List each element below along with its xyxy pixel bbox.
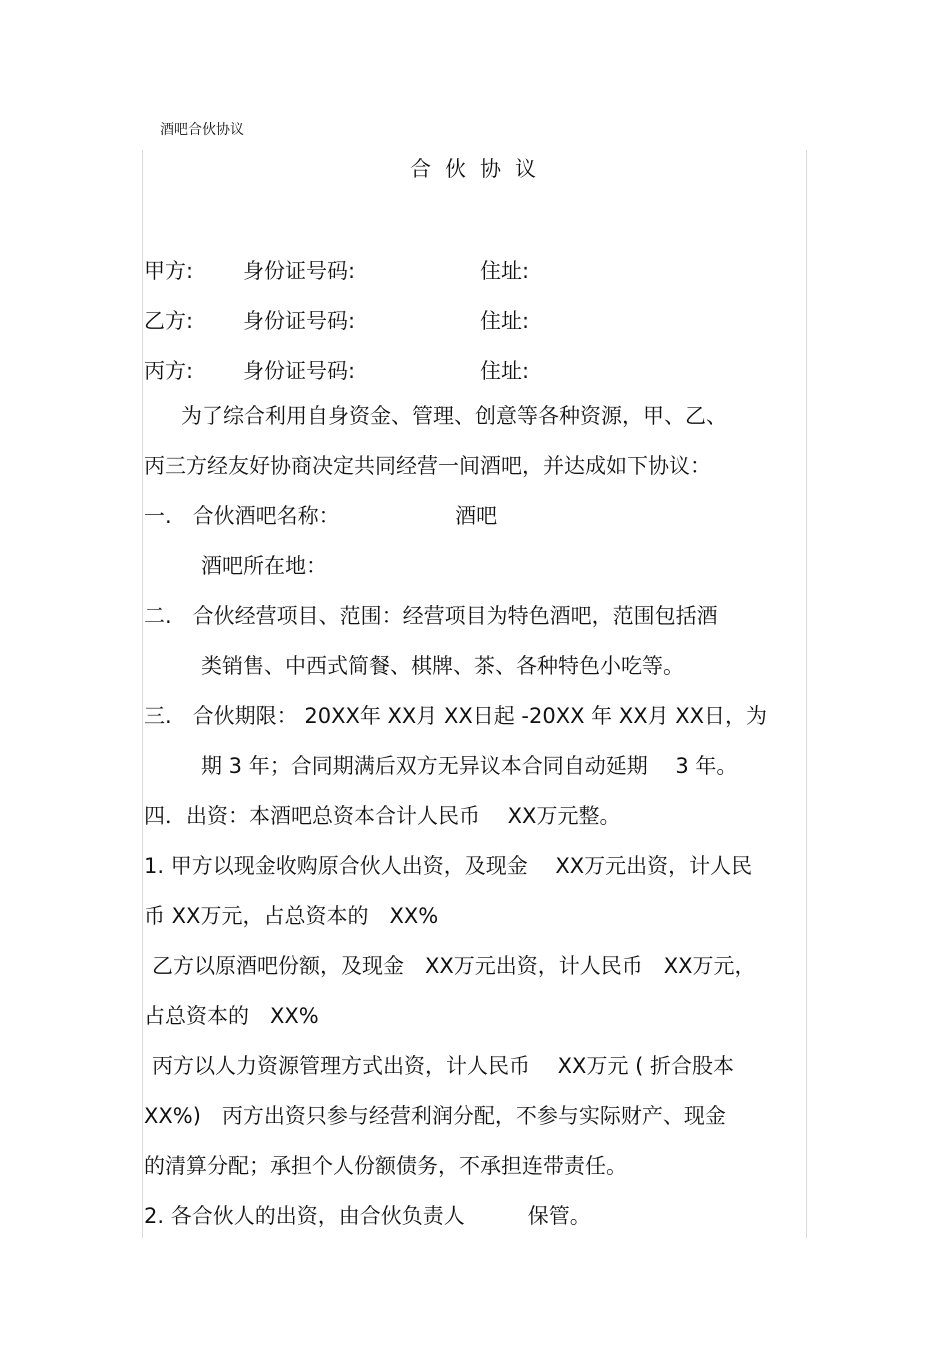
intro-line-2: 丙三方经友好协商决定共同经营一间酒吧，并达成如下协议： [144, 454, 711, 478]
document-title: 合伙协议 [410, 157, 550, 181]
clause-3-line-2: 期 3 年；合同期满后双方无异议本合同自动延期 3 年。 [201, 754, 738, 778]
address-label: 住址: [480, 309, 530, 333]
id-number-label: 身份证号码: [243, 359, 356, 383]
clause-4-item-1-line-1: 1. 甲方以现金收购原合伙人出资，及现金 XX万元出资，计人民 [144, 854, 753, 878]
clause-4-party-c-line-3: 的清算分配；承担个人份额债务，不承担连带责任。 [144, 1154, 627, 1178]
clause-4-item-1-line-2: 币 XX万元，占总资本的 XX% [144, 904, 439, 928]
clause-1-location: 酒吧所在地： [201, 554, 327, 578]
clause-4-heading: 四．出资：本酒吧总资本合计人民币 XX万元整。 [144, 804, 621, 828]
party-label: 甲方: [144, 259, 194, 283]
clause-4-party-b-line-1: 乙方以原酒吧份额，及现金 XX万元出资，计人民币 XX万元， [152, 954, 756, 978]
document-header: 酒吧合伙协议 [160, 122, 244, 138]
intro-line-1: 为了综合利用自身资金、管理、创意等各种资源，甲、乙、 [181, 404, 727, 428]
id-number-label: 身份证号码: [243, 309, 356, 333]
address-label: 住址: [480, 259, 530, 283]
clause-3-line-1: 三. 合伙期限： 20XX年 XX月 XX日起 -20XX 年 XX月 XX日，为 [144, 704, 768, 728]
address-label: 住址: [480, 359, 530, 383]
clause-4-item-2: 2. 各合伙人的出资，由合伙负责人 保管。 [144, 1204, 591, 1228]
party-label: 丙方: [144, 359, 194, 383]
clause-4-party-b-line-2: 占总资本的 XX% [144, 1004, 319, 1028]
page-border-left [142, 150, 143, 1238]
page-border-right [806, 150, 807, 1238]
clause-4-party-c-line-1: 丙方以人力资源管理方式出资，计人民币 XX万元 ( 折合股本 [152, 1054, 734, 1078]
id-number-label: 身份证号码: [243, 259, 356, 283]
clause-4-party-c-line-2: XX%) 丙方出资只参与经营利润分配，不参与实际财产、现金 [144, 1104, 726, 1128]
clause-2-line-1: 二. 合伙经营项目、范围：经营项目为特色酒吧，范围包括酒 [144, 604, 718, 628]
clause-2-line-2: 类销售、中西式简餐、棋牌、茶、各种特色小吃等。 [201, 654, 684, 678]
party-label: 乙方: [144, 309, 194, 333]
clause-1-name: 一. 合伙酒吧名称： 酒吧 [144, 504, 498, 528]
